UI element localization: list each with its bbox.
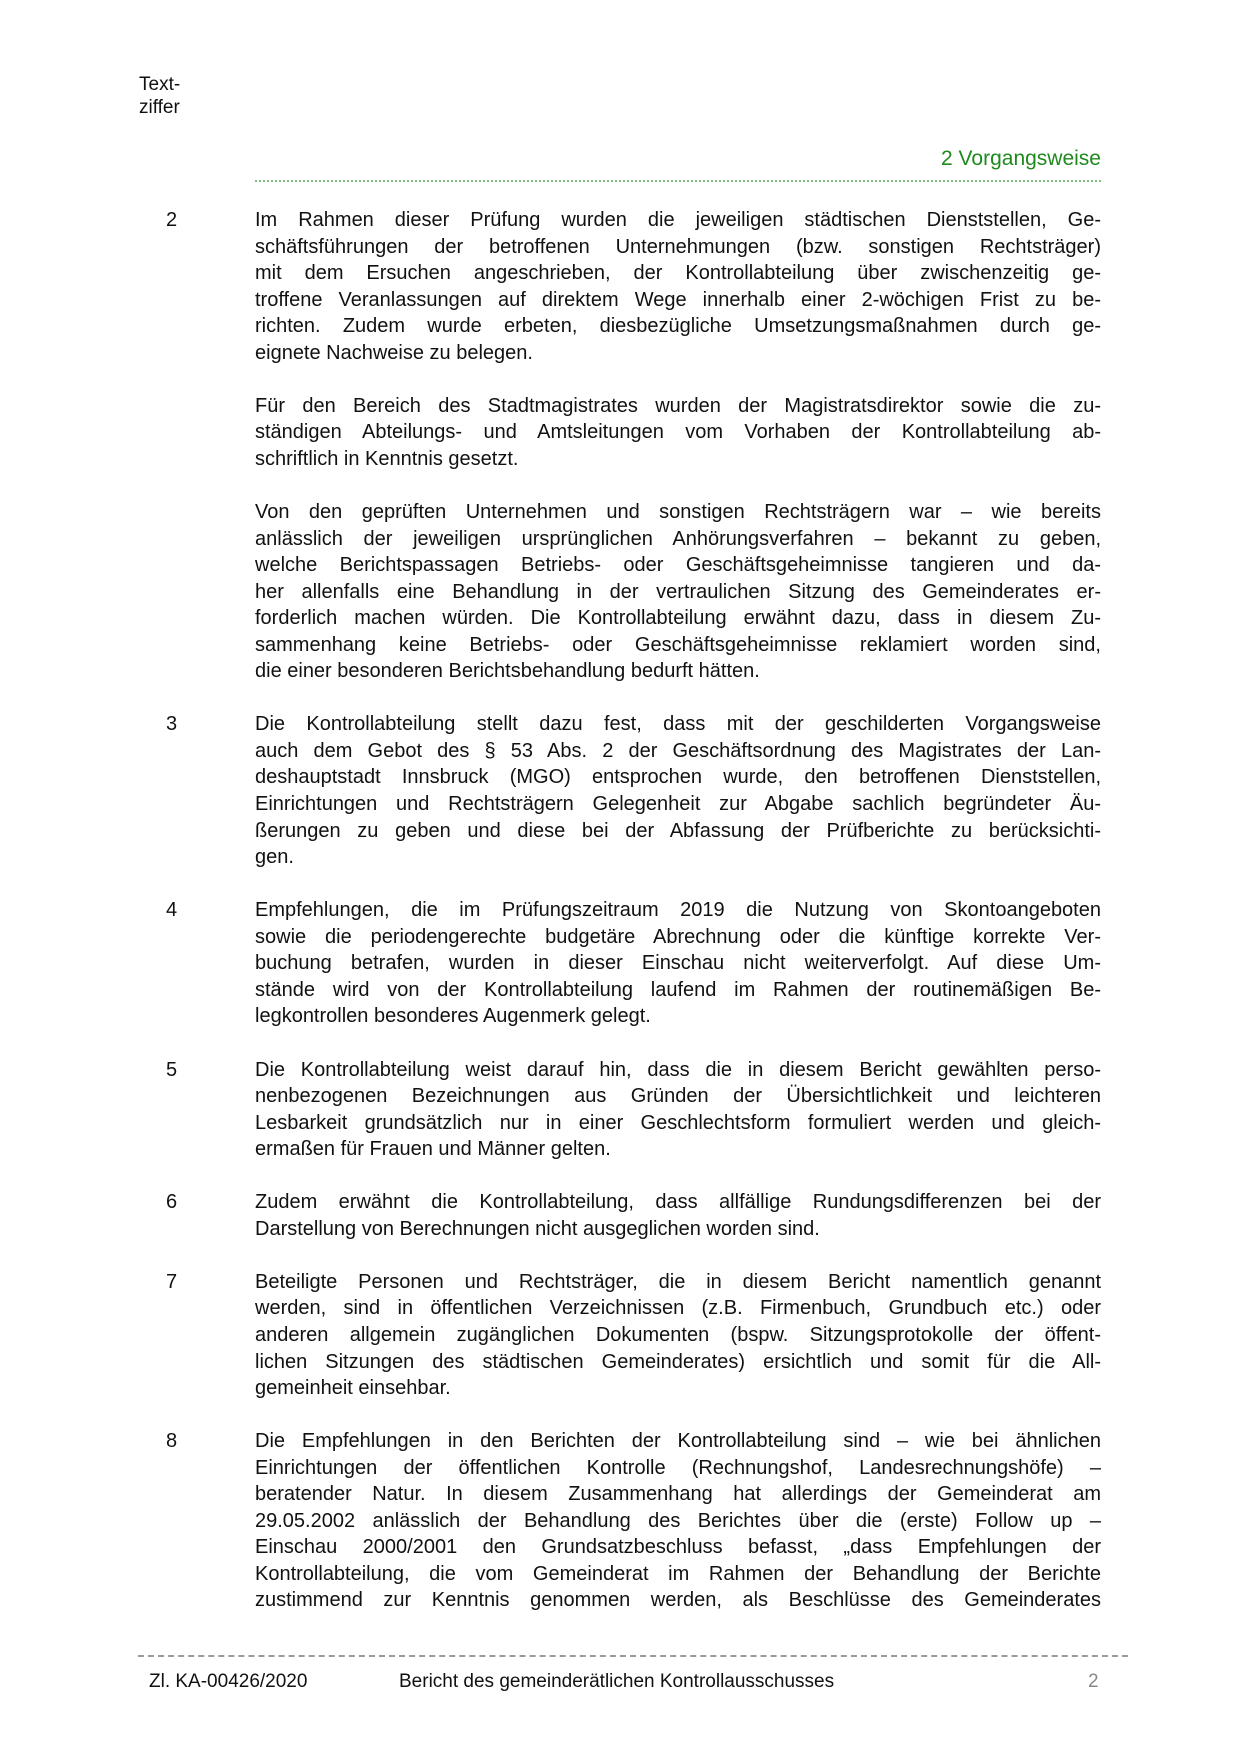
margin-label-line: Text-: [139, 74, 181, 95]
text-line: Einrichtungen und Rechtsträgern Gelegenheit zur Abgabe sachlich begründeter Äu-: [255, 793, 1101, 816]
text-line: ßerungen zu geben und diese bei der Abfassung der Prüfberichte zu berücksichti-: [255, 819, 1101, 842]
text-line: werden, sind in öffentlichen Verzeichnissen (z.B. Firmenbuch, Grundbuch etc.) oder: [255, 1297, 1101, 1320]
text-line: sammenhang keine Betriebs- oder Geschäftsgeheimnisse reklamiert worden sind,: [255, 633, 1101, 656]
paragraph-number: 7: [166, 1270, 178, 1293]
section-header: 2 Vorgangsweise: [941, 147, 1101, 170]
numbered-paragraph: [0, 711, 1241, 870]
paragraph-number: 2: [166, 209, 178, 231]
paragraph-text: [255, 1428, 1101, 1614]
text-line: Von den geprüften Unternehmen und sonstigen Rechtsträgern war – wie bereits: [255, 501, 1101, 524]
header-divider: [255, 180, 1101, 182]
text-line: troffene Veranlassungen auf direktem Wege innerhalb einer 2-wöchigen Frist zu be-: [255, 288, 1101, 311]
text-line: ständigen Abteilungs- und Amtsleitungen vom Vorhaben der Kontrollabteilung ab-: [255, 421, 1101, 444]
text-line: richten. Zudem wurde erbeten, diesbezügliche Umsetzungsmaßnahmen durch ge-: [255, 315, 1101, 338]
paragraph-text: [255, 711, 1101, 870]
numbered-paragraph: [0, 207, 1241, 685]
paragraph-number: 6: [166, 1191, 178, 1214]
text-line: Die Empfehlungen in den Berichten der Kontrollabteilung sind – wie bei ähnlichen: [255, 1430, 1101, 1453]
text-line: auch dem Gebot des § 53 Abs. 2 der Geschäftsordnung des Magistrates der Lan-: [255, 739, 1101, 762]
text-line: welche Berichtspassagen Betriebs- oder Geschäftsgeheimnisse tangieren und da-: [255, 554, 1101, 577]
footer-divider: [138, 1655, 1128, 1657]
text-line: Darstellung von Berechnungen nicht ausgeglichen worden sind.: [255, 1217, 820, 1240]
text-line: lichen Sitzungen des städtischen Gemeinderates) ersichtlich und somit für die All-: [255, 1350, 1101, 1373]
text-line: beratender Natur. In diesem Zusammenhang hat allerdings der Gemeinderat am: [255, 1483, 1101, 1506]
numbered-paragraph: [0, 1428, 1241, 1614]
text-line: Kontrollabteilung, die vom Gemeinderat im Rahmen der Behandlung der Berichte: [255, 1562, 1101, 1585]
text-line: 29.05.2002 anlässlich der Behandlung des Berichtes über die (erste) Follow up –: [255, 1509, 1101, 1532]
paragraph-number: 4: [166, 899, 178, 922]
text-line: gemeinheit einsehbar.: [255, 1377, 451, 1400]
text-line: zustimmend zur Kenntnis genommen werden, als Beschlüsse des Gemeinderates: [255, 1589, 1101, 1612]
text-line: eignete Nachweise zu belegen.: [255, 341, 533, 364]
text-line: Empfehlungen, die im Prüfungszeitraum 2019 die Nutzung von Skontoangeboten: [255, 899, 1101, 922]
text-line: mit dem Ersuchen angeschrieben, der Kontrollabteilung über zwischenzeitig ge-: [255, 262, 1101, 285]
text-line: ermaßen für Frauen und Männer gelten.: [255, 1138, 611, 1161]
text-line: nenbezogenen Bezeichnungen aus Gründen der Übersichtlichkeit und leichteren: [255, 1085, 1101, 1108]
paragraph-text: [255, 207, 1101, 366]
paragraph-text: [255, 1269, 1101, 1402]
paragraph-number: 3: [166, 713, 178, 736]
text-line: Einschau 2000/2001 den Grundsatzbeschluss befasst, „dass Empfehlungen der: [255, 1536, 1101, 1559]
text-line: Die Kontrollabteilung weist darauf hin, dass die in diesem Bericht gewählten perso-: [255, 1058, 1101, 1081]
numbered-paragraph: [0, 1189, 1241, 1242]
text-line: Die Kontrollabteilung stellt dazu fest, dass mit der geschilderten Vorgangsweise: [255, 713, 1101, 736]
text-line: Für den Bereich des Stadtmagistrates wurden der Magistratsdirektor sowie die zu-: [255, 394, 1101, 417]
numbered-paragraph: [0, 1269, 1241, 1402]
paragraph-text: [255, 1057, 1101, 1163]
paragraph-text: [255, 393, 1101, 473]
footer-reference: Zl. KA-00426/2020: [149, 1671, 308, 1692]
text-line: deshauptstadt Innsbruck (MGO) entsprochen wurde, den betroffenen Dienststellen,: [255, 766, 1101, 789]
margin-label: [139, 73, 180, 119]
paragraph-text: [255, 499, 1101, 685]
footer-title: Bericht des gemeinderätlichen Kontrollausschusses: [399, 1671, 835, 1692]
text-line: Im Rahmen dieser Prüfung wurden die jeweiligen städtischen Dienststellen, Ge-: [255, 209, 1101, 231]
paragraph-number: 8: [166, 1430, 178, 1453]
text-line: Zudem erwähnt die Kontrollabteilung, dass allfällige Rundungsdifferenzen bei der: [255, 1191, 1101, 1214]
page-number: 2: [1088, 1671, 1099, 1692]
text-line: gen.: [255, 846, 294, 869]
text-line: Einrichtungen der öffentlichen Kontrolle (Rechnungshof, Landesrechnungshöfe) –: [255, 1456, 1101, 1479]
text-line: schäftsführungen der betroffenen Unternehmungen (bzw. sonstigen Rechtsträger): [255, 235, 1101, 258]
paragraph-number: 5: [166, 1058, 178, 1081]
margin-label-line: ziffer: [139, 97, 180, 118]
text-line: anlässlich der jeweiligen ursprünglichen Anhörungsverfahren – bekannt zu geben,: [255, 527, 1101, 550]
text-line: sowie die periodengerechte budgetäre Abrechnung oder die künftige korrekte Ver-: [255, 925, 1101, 948]
text-line: Lesbarkeit grundsätzlich nur in einer Geschlechtsform formuliert werden und gleich-: [255, 1111, 1101, 1134]
text-line: anderen allgemein zugänglichen Dokumenten (bspw. Sitzungsprotokolle der öffent-: [255, 1323, 1101, 1346]
document-body: [0, 207, 1241, 1641]
numbered-paragraph: [0, 897, 1241, 1030]
text-line: her allenfalls eine Behandlung in der vertraulichen Sitzung des Gemeinderates er-: [255, 580, 1101, 603]
text-line: legkontrollen besonderes Augenmerk gelegt.: [255, 1005, 651, 1028]
numbered-paragraph: [0, 1057, 1241, 1163]
text-line: schriftlich in Kenntnis gesetzt.: [255, 447, 519, 470]
text-line: stände wird von der Kontrollabteilung laufend im Rahmen der routinemäßigen Be-: [255, 978, 1101, 1001]
text-line: forderlich machen würden. Die Kontrollabteilung erwähnt dazu, dass in diesem Zu-: [255, 607, 1101, 630]
paragraph-text: [255, 1189, 1101, 1242]
text-line: die einer besonderen Berichtsbehandlung bedurft hätten.: [255, 660, 760, 683]
paragraph-text: [255, 897, 1101, 1030]
text-line: buchung betrafen, wurden in dieser Einschau nicht weiterverfolgt. Auf diese Um-: [255, 952, 1101, 975]
text-line: Beteiligte Personen und Rechtsträger, die in diesem Bericht namentlich genannt: [255, 1270, 1101, 1293]
